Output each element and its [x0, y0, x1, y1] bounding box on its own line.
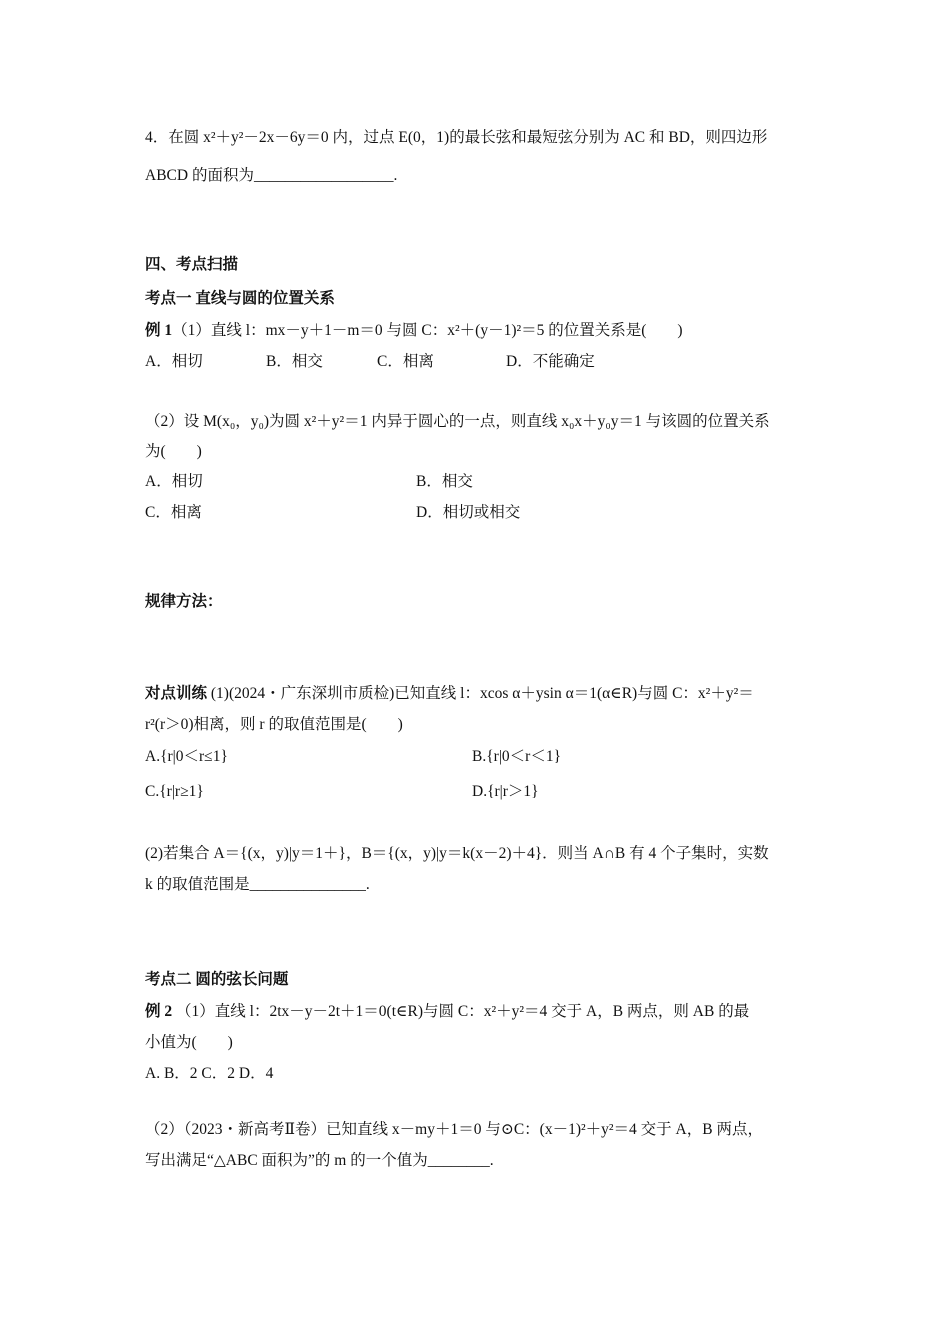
kp2-title: 考点二 圆的弦长问题 [145, 971, 289, 988]
ex1-p1-option-a: A．相切 [145, 353, 203, 370]
method-label: 规律方法： [145, 593, 223, 610]
training-t1-text: (1)(2024・广东深圳市质检)已知直线 l：xcos α＋ysin α＝1(α∈R)与圆 C：x²＋y²＝ [210, 685, 754, 702]
training-t1-option-d: D.{r|r＞1} [472, 783, 539, 800]
training-t1-line1 [145, 684, 754, 704]
ex1-label: 例 1 [145, 322, 173, 339]
ex2-p1-line2: 小值为( ) [145, 1034, 233, 1051]
training-label: 对点训练 [145, 685, 208, 702]
q4-line2: ABCD 的面积为__________________. [145, 167, 398, 184]
q4-line1: 4．在圆 x²＋y²－2x－6y＝0 内，过点 E(0，1)的最长弦和最短弦分别为 AC 和 BD，则四边形 [145, 129, 768, 146]
training-t1-line2: r²(r＞0)相离，则 r 的取值范围是( ) [145, 716, 403, 733]
ex2-p2-line1: （2）（2023・新高考Ⅱ卷）已知直线 x－my＋1＝0 与⊙C：(x－1)²＋y²＝4 交于 A，B 两点， [145, 1121, 763, 1138]
ex2-p1-text: （1）直线 l：2tx－y－2t＋1＝0(t∈R)与圆 C：x²＋y²＝4 交于 A，B 两点，则 AB 的最 [176, 1003, 750, 1020]
ex1-p2-option-b: B．相交 [416, 473, 473, 490]
training-t2-line2: k 的取值范围是_______________. [145, 876, 370, 893]
ex1-p1-option-b: B．相交 [266, 353, 323, 370]
ex1-p1-text: （1）直线 l：mx－y＋1－m＝0 与圆 C：x²＋(y－1)²＝5 的位置关系是( ) [172, 322, 683, 339]
ex1-p1-option-c: C．相离 [377, 353, 434, 370]
kp1-title: 考点一 直线与圆的位置关系 [145, 290, 335, 307]
ex1-p1-option-d: D．不能确定 [506, 353, 595, 370]
ex2-label: 例 2 [145, 1003, 173, 1020]
training-t1-option-c: C.{r|r≥1} [145, 783, 204, 800]
training-t2-line1: (2)若集合 A＝{(x，y)|y＝1＋}，B＝{(x，y)|y＝k(x－2)＋4}．则当 A∩B 有 4 个子集时，实数 [145, 845, 769, 862]
ex2-p2-line2: 写出满足“△ABC 面积为”的 m 的一个值为________. [145, 1152, 494, 1169]
ex1-p2-stem-line2: 为( ) [145, 443, 202, 460]
ex2-p1-line1 [145, 1002, 749, 1022]
ex1-p1-stem [145, 321, 683, 341]
ex1-p2-option-a: A．相切 [145, 473, 203, 490]
section-heading: 四、考点扫描 [145, 256, 239, 273]
training-t1-option-b: B.{r|0＜r＜1} [472, 748, 562, 765]
ex2-p1-options: A. B．2 C．2 D．4 [145, 1065, 274, 1082]
ex1-p2-option-c: C．相离 [145, 504, 202, 521]
ex1-p2-option-d: D．相切或相交 [416, 504, 521, 521]
training-t1-option-a: A.{r|0＜r≤1} [145, 748, 228, 765]
ex1-p2-stem-line1: （2）设 M(x₀，y₀)为圆 x²＋y²＝1 内异于圆心的一点，则直线 x₀x＋y₀y＝1 与该圆的位置关系 [145, 413, 770, 430]
